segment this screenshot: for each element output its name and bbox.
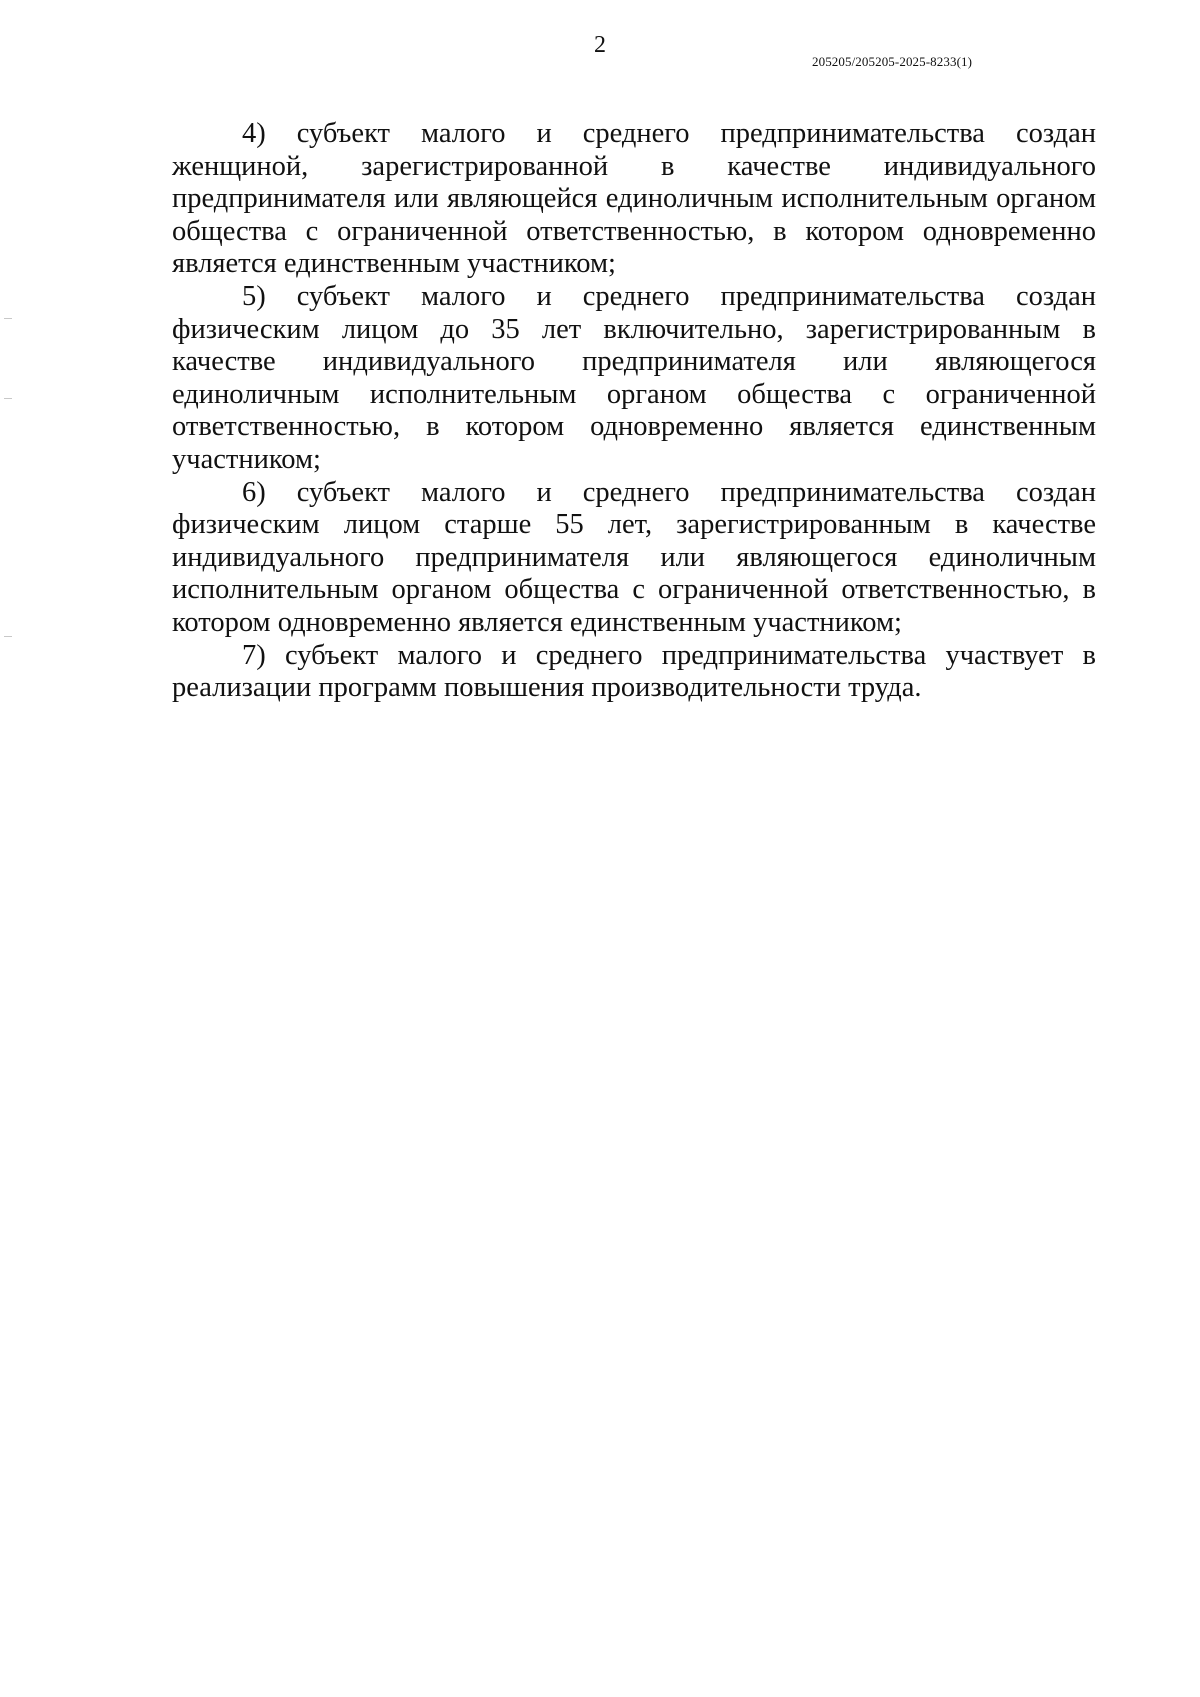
page-number: 2: [594, 32, 606, 58]
scan-margin-mark: [4, 318, 12, 319]
paragraph-item-4: 4) субъект малого и среднего предпринимательства создан женщиной, зарегистрированной в качестве индивидуального предпринимателя или являющейся единоличным исполнительным органом общества с ограниченной ответственностью, в котором одновременно является единственным участником;: [172, 118, 1096, 280]
scan-margin-mark: [4, 636, 12, 637]
scan-margin-mark: [4, 398, 12, 399]
document-id: 205205/205205-2025-8233(1): [812, 54, 973, 69]
paragraph-item-6: 6) субъект малого и среднего предпринимательства создан физическим лицом старше 55 лет, зарегистрированным в качестве индивидуального предпринимателя или являющегося единоличным исполнительным органом общества с ограниченной ответственностью, в котором одновременно является единственным участником;: [172, 476, 1096, 638]
document-body: [172, 118, 1096, 705]
paragraph-item-5: 5) субъект малого и среднего предпринимательства создан физическим лицом до 35 лет включительно, зарегистрированным в качестве индивидуального предпринимателя или являющегося единоличным исполнительным органом общества с ограниченной ответственностью, в котором одновременно является единственным участником;: [172, 280, 1096, 475]
paragraph-item-7: 7) субъект малого и среднего предпринимательства участвует в реализации программ повышения производительности труда.: [172, 639, 1096, 704]
